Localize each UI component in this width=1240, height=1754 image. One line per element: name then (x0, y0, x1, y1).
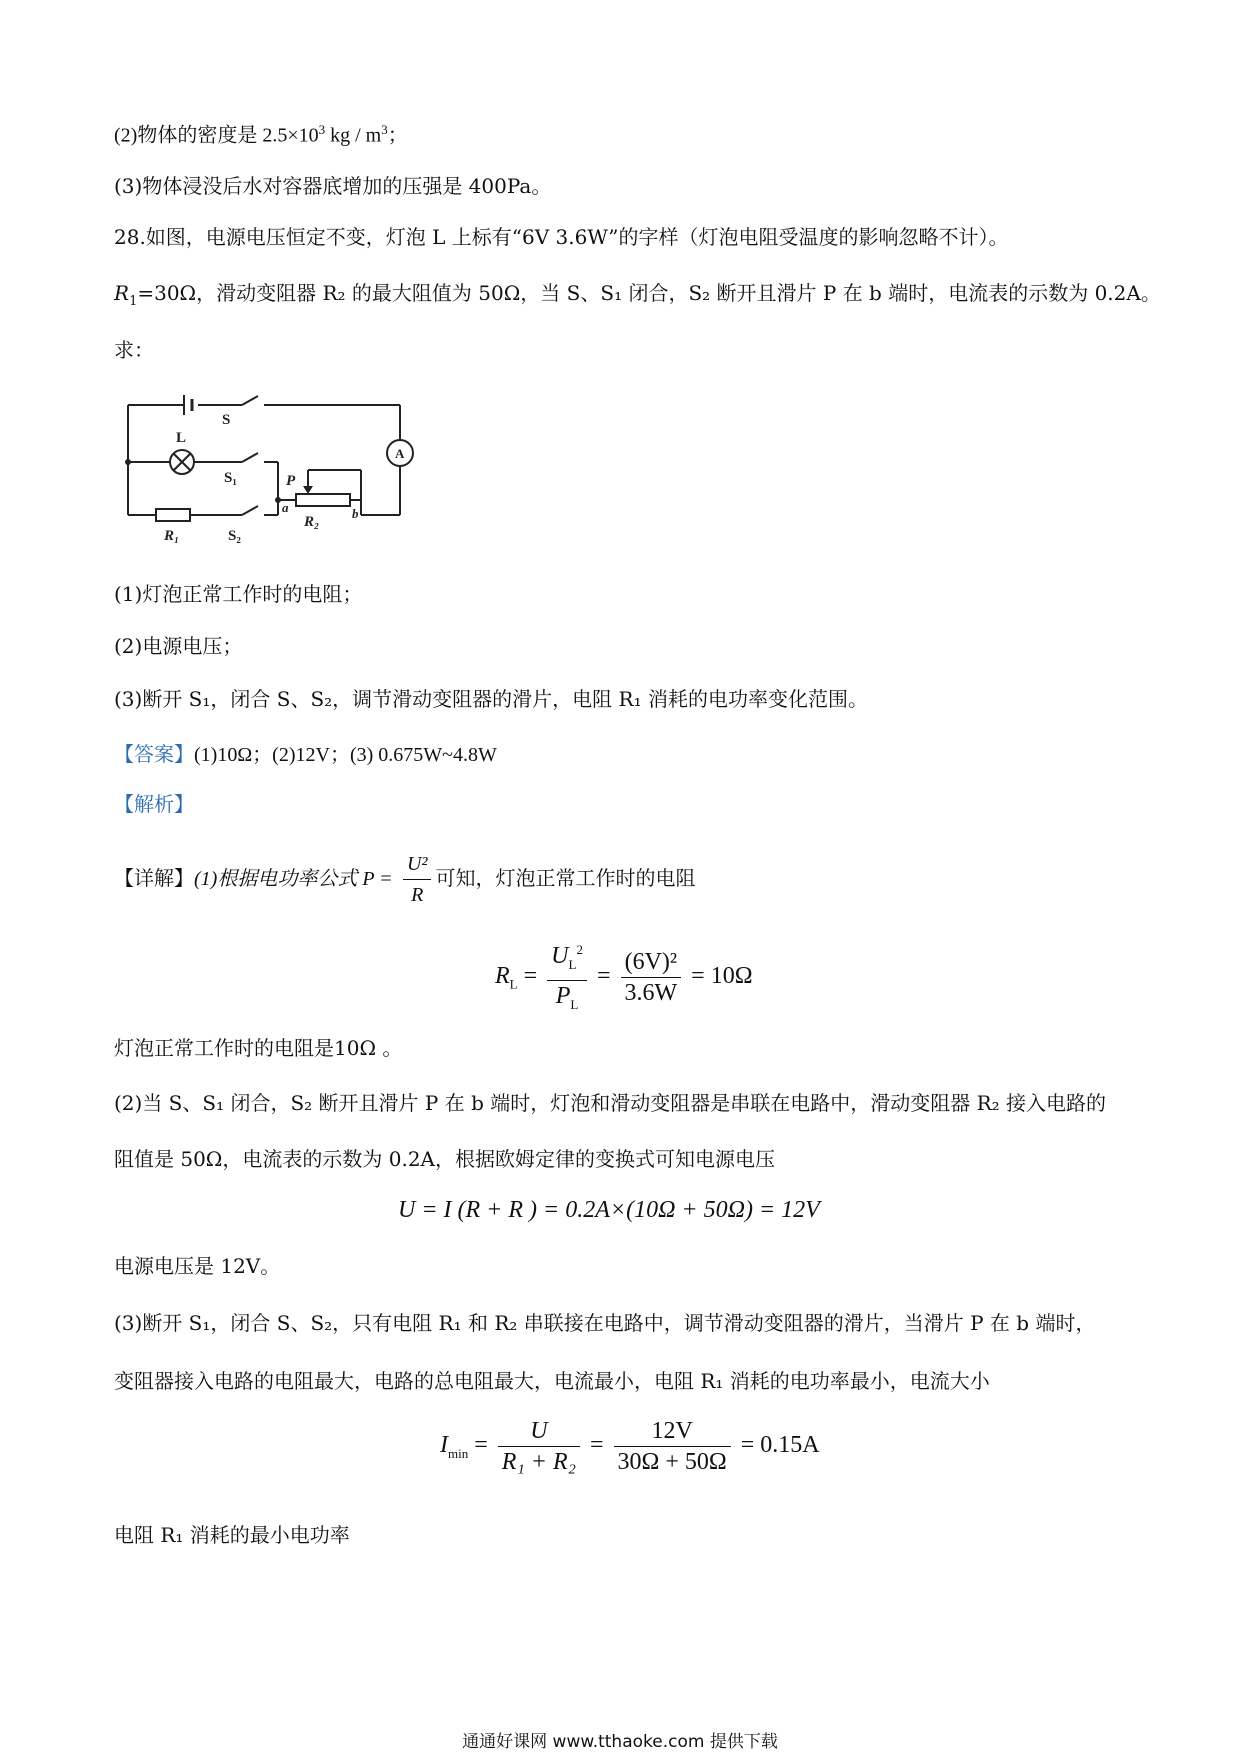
eq1-f2-num: (6V)² (621, 947, 682, 978)
label-s: S (222, 412, 231, 428)
eq1-f1-num: U (551, 943, 569, 969)
fraction-denominator: R (411, 884, 424, 906)
equation-rl: $R_L$ = $\frac{U_L^2}{P_L}$ = $\frac{\text{(6V)²}}{3.6W}$ = 10Ω (495, 935, 753, 1020)
part-2-line-a: (2)当 S、S₁ 闭合，S₂ 断开且滑片 P 在 b 端时，灯泡和滑动变阻器是串联在电路中，滑动变阻器 R₂ 接入电路的 (114, 1091, 1107, 1115)
circuit-diagram (118, 390, 418, 560)
eq1-f1-num-sub: L (568, 956, 577, 972)
answer-tag: 【答案】 (114, 742, 194, 766)
eq1-fraction-2 (621, 947, 682, 1008)
eq1-f2-den: 3.6W (624, 979, 678, 1006)
density-post: ； (387, 124, 408, 147)
answer-text: (1)10Ω；(2)12V；(3) 0.675W~4.8W (194, 744, 497, 766)
label-l: L (176, 430, 187, 446)
part-3-line-c: 电阻 R₁ 消耗的最小电功率 (114, 1523, 350, 1547)
eq3-f2-den: 30Ω + 50Ω (617, 1448, 727, 1475)
eq1-f1-den-sub: L (570, 996, 579, 1012)
density-text: (2)物体的密度是 (114, 124, 258, 147)
eq3-f2-num: 12V (614, 1416, 731, 1447)
eq3-result: = 0.15A (740, 1432, 820, 1458)
eq3-lhs: I (440, 1432, 448, 1458)
eq1-lhs: R (495, 962, 510, 989)
eq3-f1-den: R₁ + R₂ (501, 1448, 576, 1475)
density-exp: 3 (318, 122, 326, 137)
eq1-f1-den: P (555, 982, 571, 1009)
detail-line-1 (114, 848, 695, 910)
eq1-fraction-1 (547, 935, 587, 1020)
eq1-result: = 10Ω (691, 962, 753, 989)
result-2: 电源电压是 12V。 (114, 1254, 281, 1278)
detail1-formula-lhs: (1)根据电功率公式 P = (194, 868, 393, 890)
eq3-f1-num: U (498, 1416, 580, 1447)
page-footer: 通通好课网 www.tthaoke.com 提供下载 (462, 1732, 778, 1752)
equation-voltage: U = I (R + R ) = 0.2A×(10Ω + 50Ω) = 12V (398, 1197, 820, 1223)
label-s2: S₂ (228, 528, 241, 544)
r2-rheostat (296, 494, 350, 506)
detail1-post: 可知，灯泡正常工作时的电阻 (435, 866, 696, 890)
ask-label: 求： (114, 338, 154, 362)
density-value: 2.5×10 (262, 124, 319, 147)
r1-resistor (156, 509, 190, 521)
line-density (114, 117, 408, 149)
r1-symbol: R (114, 281, 130, 305)
result-1: 灯泡正常工作时的电阻是10Ω 。 (114, 1036, 403, 1060)
slider-arrow (303, 486, 313, 494)
eq1-lhs-sub: L (509, 976, 518, 992)
question-28-conditions (114, 280, 1161, 315)
power-formula-fraction (403, 849, 431, 910)
label-p: P (286, 473, 296, 489)
label-b: b (352, 506, 359, 521)
eq1-f1-num-sup: 2 (576, 942, 583, 957)
line-pressure: (3)物体浸没后水对容器底增加的压强是 400Pa。 (114, 174, 552, 198)
eq3-lhs-sub: min (448, 1445, 469, 1461)
detail-tag: 【详解】 (114, 866, 194, 890)
label-r2: R₂ (304, 514, 320, 530)
sub-question-2: (2)电源电压； (114, 634, 243, 658)
label-a: a (282, 500, 289, 515)
r1-sub: 1 (129, 294, 138, 309)
conditions-text: =30Ω，滑动变阻器 R₂ 的最大阻值为 50Ω，当 S、S₁ 闭合，S₂ 断开且滑片 P 在 b 端时，电流表的示数为 0.2A。 (137, 281, 1161, 305)
part-3-line-b: 变阻器接入电路的电阻最大，电路的总电阻最大，电流最小，电阻 R₁ 消耗的电功率最小，电流大小 (114, 1369, 990, 1393)
density-unit: kg / m (330, 124, 382, 147)
label-s1: S₁ (224, 470, 237, 486)
fraction-numerator: U² (403, 849, 431, 880)
part-2-line-b: 阻值是 50Ω，电流表的示数为 0.2A，根据欧姆定律的变换式可知电源电压 (114, 1147, 775, 1171)
sub-question-1: (1)灯泡正常工作时的电阻； (114, 582, 363, 606)
analysis-tag: 【解析】 (114, 792, 194, 816)
answer-line (114, 741, 497, 768)
eq3-fraction-2 (614, 1416, 731, 1477)
sub-question-3: (3)断开 S₁，闭合 S、S₂，调节滑动变阻器的滑片，电阻 R₁ 消耗的电功率变化范围。 (114, 687, 868, 711)
eq3-fraction-1 (498, 1416, 580, 1477)
question-28: 28.如图，电源电压恒定不变，灯泡 L 上标有“6V 3.6W”的字样（灯泡电阻受温度的影响忽略不计）。 (114, 225, 1009, 249)
part-3-line-a: (3)断开 S₁，闭合 S、S₂，只有电阻 R₁ 和 R₂ 串联接在电路中，调节滑动变阻器的滑片，当滑片 P 在 b 端时， (114, 1311, 1096, 1335)
equation-imin: $I_{min}$ = $\frac{U}{\text{R₁ + R₂}}$ = $\frac{12V}{30\Omega + 50\Omega}$ = 0.15A (440, 1417, 820, 1475)
label-r1: R₁ (164, 528, 180, 544)
label-ammeter: A (395, 446, 405, 461)
unit-exp: 3 (381, 122, 388, 137)
